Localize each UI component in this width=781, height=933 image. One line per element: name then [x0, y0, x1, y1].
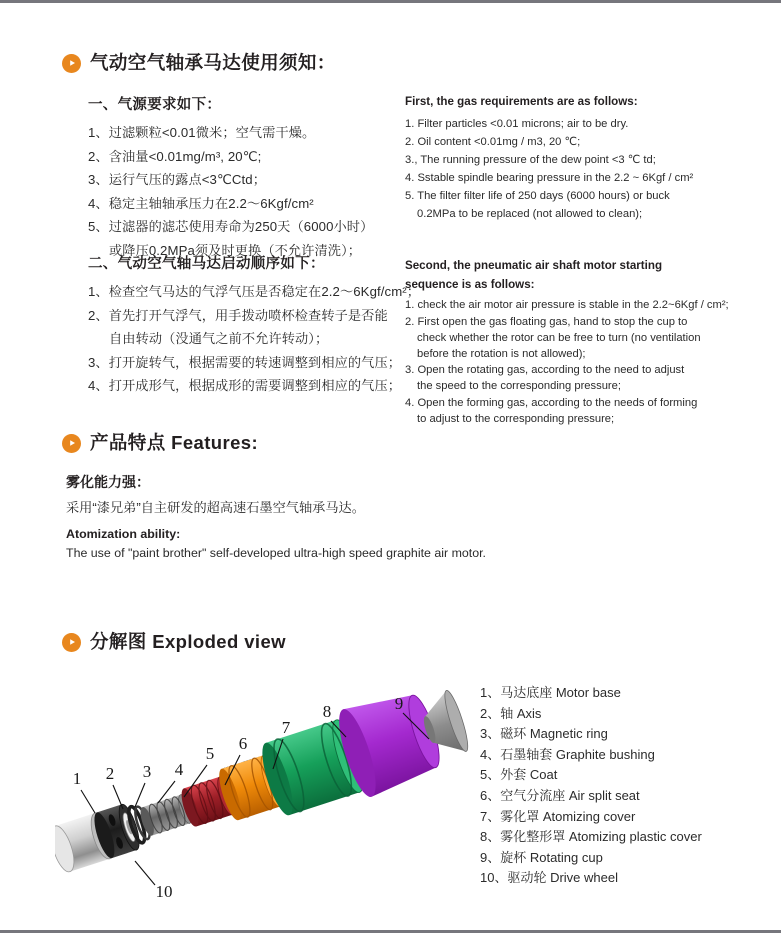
- parts-list: [480, 683, 760, 889]
- callout-2: 2: [105, 764, 115, 783]
- en-list-2: [405, 297, 750, 427]
- list-item: 4、稳定主轴轴承压力在2.2～6Kgf/cm²: [88, 195, 314, 211]
- list-item: 1. Filter particles <0.01 microns; air to be dry.: [405, 117, 629, 130]
- list-item: 5. The filter filter life of 250 days (6000 hours) or buck: [405, 190, 670, 203]
- list-item: 2、含油量<0.01mg/m³, 20℃;: [88, 148, 262, 164]
- features-en-text: The use of "paint brother" self-developed ultra-high speed graphite air motor.: [66, 546, 486, 560]
- list-item: 3., The running pressure of the dew point <3 ℃ td;: [405, 153, 656, 166]
- cn-list-1: [88, 121, 408, 262]
- section-heading-exploded: [62, 628, 286, 654]
- section-heading-features: [62, 429, 258, 455]
- play-bullet-icon: [62, 434, 81, 453]
- list-item: 2、轴 Axis: [480, 705, 542, 721]
- callout-7: 7: [281, 718, 291, 737]
- callout-10: 10: [155, 882, 173, 900]
- exploded-view-diagram: [55, 685, 475, 900]
- play-bullet-icon: [62, 54, 81, 73]
- notice-cn-block-1: [88, 93, 408, 262]
- list-item: 8、雾化整形罩 Atomizing plastic cover: [480, 829, 702, 845]
- list-item-continuation: 0.2MPa to be replaced (not allowed to clean);: [417, 208, 643, 221]
- list-item: 1、检查空气马达的气浮气压是否稳定在2.2～6Kgf/cm²；: [88, 284, 421, 299]
- list-item: 4、打开成形气，根据成形的需要调整到相应的气压；: [88, 378, 402, 393]
- list-item: 2、首先打开气浮气，用手拨动喷杯检查转子是否能: [88, 307, 388, 323]
- callout-5: 5: [205, 744, 215, 763]
- section-heading-notice: [62, 49, 336, 75]
- features-en-block: [66, 527, 706, 560]
- list-item: 2. Oil content <0.01mg / m3, 20 ℃;: [405, 135, 581, 148]
- en-subheading-1: First, the gas requirements are as follows:: [405, 95, 638, 108]
- list-item-continuation: 自由转动（没通气之前不允许转动）；: [109, 331, 329, 346]
- list-item: 6、空气分流座 Air split seat: [480, 787, 640, 803]
- list-item: 3、打开旋转气，根据需要的转速调整到相应的气压；: [88, 354, 402, 370]
- list-item: 3. Open the rotating gas, according to the need to adjust: [405, 364, 685, 377]
- list-item: 3、运行气压的露点<3℃Ctd；: [88, 172, 266, 187]
- list-item: 1、马达底座 Motor base: [480, 685, 621, 700]
- list-item: 9、旋杯 Rotating cup: [480, 849, 603, 865]
- callout-1: 1: [72, 769, 82, 788]
- list-item: 1. check the air motor air pressure is stable in the 2.2~6Kgf / cm²;: [405, 299, 729, 312]
- list-item-continuation: 或降压0.2MPa须及时更换（不允许清洗）；: [109, 242, 362, 258]
- features-en-title: Atomization ability:: [66, 527, 181, 541]
- callout-3: 3: [142, 762, 152, 781]
- notice-en-block-1: [405, 94, 750, 223]
- en-subheading-2-line2: sequence is as follows:: [405, 277, 535, 291]
- list-item: 7、雾化罩 Atomizing cover: [480, 808, 636, 824]
- list-item: 1、过滤颗粒<0.01微米；空气需干燥。: [88, 125, 316, 140]
- cn-subheading-1: 一、气源要求如下：: [88, 97, 222, 113]
- callout-4: 4: [174, 760, 184, 779]
- cn-list-2: [88, 280, 421, 398]
- list-item: 2. First open the gas floating gas, hand to stop the cup to: [405, 315, 688, 328]
- notice-cn-block-2: [88, 252, 421, 398]
- features-cn-text: 采用“漆兄弟”自主研发的超高速石墨空气轴承马达。: [66, 500, 365, 515]
- callout-8: 8: [322, 702, 332, 721]
- en-list-1: [405, 115, 750, 224]
- section-title-features: 产品特点 Features:: [90, 432, 259, 453]
- list-item: 5、外套 Coat: [480, 767, 558, 783]
- callout-9: 9: [394, 694, 404, 713]
- list-item: 4、石墨轴套 Graphite bushing: [480, 746, 655, 762]
- list-item-continuation: before the rotation is not allowed);: [417, 347, 586, 360]
- cn-subheading-2: 二、气动空气轴马达启动顺序如下：: [88, 256, 325, 272]
- notice-en-block-2: [405, 258, 750, 427]
- play-bullet-icon: [62, 633, 81, 652]
- list-item-continuation: to adjust to the corresponding pressure;: [417, 412, 615, 425]
- list-item-continuation: check whether the rotor can be free to turn (no ventilation: [417, 331, 701, 344]
- features-cn-block: [66, 472, 706, 516]
- list-item: 10、驱动轮 Drive wheel: [480, 870, 618, 886]
- list-item: 4. Sstable spindle bearing pressure in the 2.2 ~ 6Kgf / cm²: [405, 172, 694, 185]
- list-item: 4. Open the forming gas, according to the needs of forming: [405, 396, 698, 409]
- features-cn-title: 雾化能力强：: [66, 474, 150, 490]
- list-item: 3、磁环 Magnetic ring: [480, 726, 608, 742]
- list-item: 5、过滤器的滤芯使用寿命为250天（6000小时）: [88, 219, 374, 234]
- section-title-exploded: 分解图 Exploded view: [90, 631, 286, 652]
- en-subheading-2-line1: Second, the pneumatic air shaft motor starting: [405, 259, 663, 272]
- callout-6: 6: [238, 734, 248, 753]
- section-title-notice: 气动空气轴承马达使用须知：: [90, 52, 336, 73]
- list-item-continuation: the speed to the corresponding pressure;: [417, 380, 621, 393]
